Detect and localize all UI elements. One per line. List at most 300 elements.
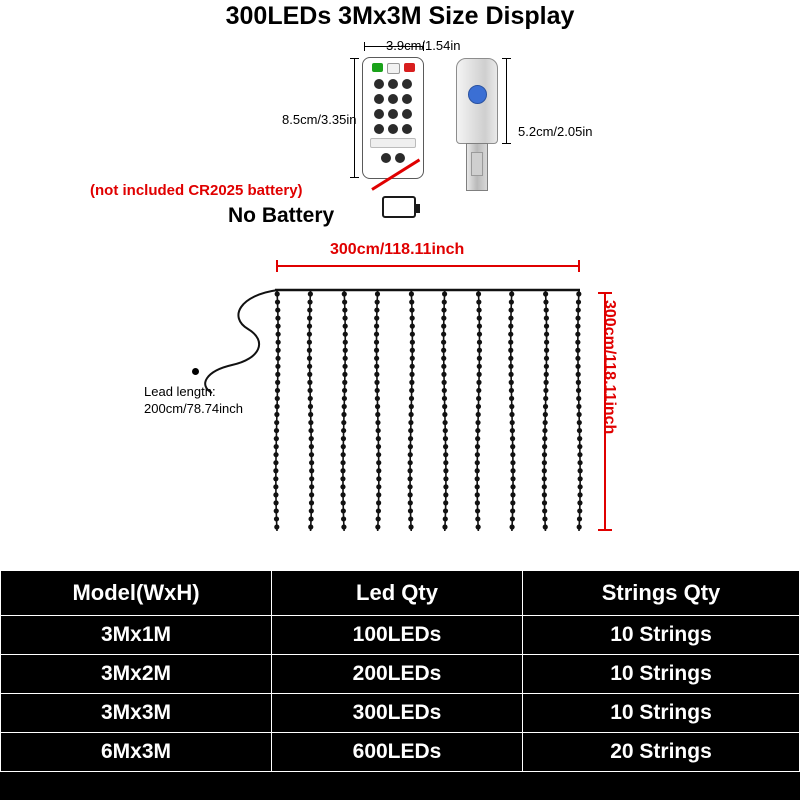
led-bulb (542, 436, 547, 441)
led-bulb (441, 348, 446, 353)
led-bulb (510, 492, 515, 497)
remote-button-5 (388, 94, 398, 104)
remote-height-dim-tick-top (350, 58, 359, 59)
led-bulb (340, 476, 345, 481)
led-bulb (309, 484, 314, 489)
led-bulb (510, 516, 515, 521)
led-bulb (443, 492, 448, 497)
remote-button-row-3 (363, 94, 423, 104)
curtain-width-label: 300cm/118.11inch (330, 241, 465, 258)
controller-height-dim-line (506, 58, 507, 144)
led-bulb (275, 372, 280, 377)
led-bulb (376, 468, 381, 473)
led-bulb (544, 348, 549, 353)
led-bulb (273, 500, 278, 505)
led-bulb (510, 436, 515, 441)
remote-button-12 (402, 124, 412, 134)
led-strings (273, 290, 583, 531)
led-bulb (542, 508, 547, 513)
led-bulb (475, 460, 480, 465)
led-bulb (408, 420, 413, 425)
remote-button-9 (402, 109, 412, 119)
led-bulb (508, 332, 513, 337)
led-bulb (442, 412, 447, 417)
led-bulb (575, 324, 580, 329)
led-bulb (443, 428, 448, 433)
led-bulb (543, 380, 548, 385)
led-bulb (275, 316, 280, 321)
led-bulb (341, 508, 346, 513)
table-cell: 3Mx3M (1, 694, 272, 733)
led-bulb (543, 412, 548, 417)
led-bulb (576, 307, 581, 312)
led-bulb (274, 516, 279, 521)
led-bulb (275, 380, 280, 385)
curtain-height-label: 300cm/118.11inch (601, 300, 618, 435)
led-bulb (375, 404, 380, 409)
led-bulb (408, 444, 413, 449)
table-cell: 10 Strings (523, 616, 800, 655)
led-bulb (376, 500, 381, 505)
led-bulb (441, 307, 446, 312)
led-bulb (542, 460, 547, 465)
led-bulb (343, 332, 348, 337)
remote-button-3 (402, 79, 412, 89)
led-bulb (443, 508, 448, 513)
led-bulb (475, 420, 480, 425)
led-bulb (575, 316, 580, 321)
led-bulb (375, 524, 380, 529)
led-bulb (441, 356, 446, 361)
led-bulb (543, 291, 548, 296)
table-cell: 10 Strings (523, 694, 800, 733)
led-bulb (275, 356, 280, 361)
led-bulb (409, 396, 414, 401)
led-bulb (576, 404, 581, 409)
led-bulb (509, 412, 514, 417)
led-bulb (544, 332, 549, 337)
led-bulb (307, 316, 312, 321)
remote-button-row-1 (363, 63, 423, 74)
led-bulb (509, 307, 514, 312)
table-row (1, 733, 800, 772)
led-bulb (442, 524, 447, 529)
led-bulb (575, 340, 580, 345)
led-bulb (577, 516, 582, 521)
led-bulb (308, 412, 313, 417)
led-bulb (408, 428, 413, 433)
led-bulb (542, 500, 547, 505)
led-bulb (576, 299, 581, 304)
led-bulb (309, 452, 314, 457)
led-bulb (343, 324, 348, 329)
led-bulb (576, 396, 581, 401)
led-bulb (308, 396, 313, 401)
led-bulb (309, 460, 314, 465)
led-bulb (273, 452, 278, 457)
led-bulb (307, 332, 312, 337)
led-bulb (475, 428, 480, 433)
led-bulb (577, 508, 582, 513)
led-bulb (475, 492, 480, 497)
led-bulb (476, 404, 481, 409)
led-bulb (475, 468, 480, 473)
controller-height-label: 5.2cm/2.05in (518, 124, 593, 139)
led-bulb (307, 372, 312, 377)
led-bulb (275, 388, 280, 393)
led-bulb (476, 396, 481, 401)
led-bulb (408, 460, 413, 465)
led-bulb (342, 299, 347, 304)
led-bulb (341, 412, 346, 417)
led-bulb (276, 340, 281, 345)
table-body (1, 616, 800, 772)
led-bulb (374, 340, 379, 345)
led-bulb (544, 340, 549, 345)
led-bulb (508, 340, 513, 345)
led-bulb (443, 476, 448, 481)
led-bulb (374, 380, 379, 385)
led-bulb (409, 412, 414, 417)
led-bulb (308, 524, 313, 529)
led-bulb (442, 396, 447, 401)
led-bulb (510, 476, 515, 481)
remote-button-14 (395, 153, 405, 163)
led-bulb (407, 484, 412, 489)
led-bulb (443, 468, 448, 473)
led-bulb (477, 348, 482, 353)
led-bulb (442, 291, 447, 296)
led-bulb (577, 412, 582, 417)
led-bulb (509, 291, 514, 296)
led-bulb (307, 307, 312, 312)
remote-button-1 (374, 79, 384, 89)
led-bulb (576, 388, 581, 393)
led-bulb (509, 388, 514, 393)
led-bulb (476, 307, 481, 312)
led-bulb (542, 452, 547, 457)
led-bulb (543, 404, 548, 409)
led-bulb (575, 364, 580, 369)
led-bulb (274, 428, 279, 433)
table-row (1, 655, 800, 694)
led-bulb (308, 428, 313, 433)
led-bulb (577, 492, 582, 497)
led-bulb (374, 356, 379, 361)
led-bulb (275, 396, 280, 401)
remote-button-row-4 (363, 109, 423, 119)
led-bulb (543, 396, 548, 401)
led-bulb (376, 476, 381, 481)
remote-button-8 (388, 109, 398, 119)
controller-knob (468, 85, 487, 104)
table-cell: 3Mx1M (1, 616, 272, 655)
led-bulb (475, 500, 480, 505)
led-bulb (274, 524, 279, 529)
table-cell: 6Mx3M (1, 733, 272, 772)
table-cell: 600LEDs (272, 733, 523, 772)
page-title: 300LEDs 3Mx3M Size Display (225, 2, 575, 30)
led-bulb (441, 340, 446, 345)
led-bulb (343, 340, 348, 345)
led-bulb (308, 404, 313, 409)
led-bulb (374, 372, 379, 377)
remote-button-11 (388, 124, 398, 134)
led-bulb (341, 500, 346, 505)
led-bulb (407, 476, 412, 481)
led-bulb (475, 508, 480, 513)
led-bulb (577, 524, 582, 529)
led-bulb (509, 380, 514, 385)
led-bulb (410, 324, 415, 329)
led-bulb (509, 404, 514, 409)
led-bulb (575, 356, 580, 361)
led-bulb (375, 412, 380, 417)
lead-wire (205, 290, 278, 393)
led-bulb (509, 299, 514, 304)
led-bulb (374, 324, 379, 329)
led-bulb (577, 452, 582, 457)
led-bulb (408, 524, 413, 529)
remote-mode-white-button (387, 63, 400, 74)
remote-button-7 (374, 109, 384, 119)
led-bulb (577, 460, 582, 465)
led-bulb (477, 316, 482, 321)
led-bulb (544, 372, 549, 377)
led-bulb (442, 380, 447, 385)
led-bulb (443, 460, 448, 465)
led-bulb (443, 436, 448, 441)
led-bulb (477, 356, 482, 361)
led-bulb (410, 316, 415, 321)
led-bulb (543, 524, 548, 529)
led-bulb (510, 444, 515, 449)
remote-display (370, 138, 416, 148)
led-bulb (410, 348, 415, 353)
led-bulb (274, 412, 279, 417)
led-bulb (542, 444, 547, 449)
led-bulb (443, 500, 448, 505)
led-bulb (510, 452, 515, 457)
led-bulb (577, 420, 582, 425)
led-bulb (376, 452, 381, 457)
table-row (1, 694, 800, 733)
led-bulb (342, 316, 347, 321)
led-bulb (544, 324, 549, 329)
led-bulb (441, 364, 446, 369)
table-cell: 100LEDs (272, 616, 523, 655)
led-bulb (274, 444, 279, 449)
led-bulb (441, 332, 446, 337)
led-bulb (509, 396, 514, 401)
led-bulb (342, 372, 347, 377)
led-bulb (341, 444, 346, 449)
usb-controller-body (456, 58, 498, 144)
controller-height-dim-tick-top (502, 58, 511, 59)
led-bulb (508, 348, 513, 353)
led-bulb (275, 324, 280, 329)
remote-button-row-5 (363, 124, 423, 134)
led-bulb (309, 444, 314, 449)
led-bulb (308, 291, 313, 296)
led-bulb (475, 452, 480, 457)
led-bulb (508, 324, 513, 329)
led-bulb (476, 388, 481, 393)
remote-button-row-2 (363, 79, 423, 89)
led-bulb (307, 388, 312, 393)
led-bulb (441, 324, 446, 329)
led-bulb (409, 388, 414, 393)
led-bulb (544, 307, 549, 312)
led-bulb (544, 356, 549, 361)
table-cell: 20 Strings (523, 733, 800, 772)
led-bulb (575, 332, 580, 337)
led-bulb (375, 299, 380, 304)
led-bulb (410, 364, 415, 369)
led-bulb (342, 404, 347, 409)
remote-power-green-button (372, 63, 383, 72)
led-bulb (307, 380, 312, 385)
led-bulb (376, 516, 381, 521)
led-bulb (442, 420, 447, 425)
table-header-model: Model(WxH) (1, 571, 272, 616)
led-bulb (510, 484, 515, 489)
table-cell: 200LEDs (272, 655, 523, 694)
led-bulb (576, 291, 581, 296)
led-bulb (276, 332, 281, 337)
led-bulb (409, 299, 414, 304)
led-bulb (376, 436, 381, 441)
led-bulb (342, 380, 347, 385)
led-bulb (542, 476, 547, 481)
led-bulb (342, 291, 347, 296)
usb-plug (466, 143, 488, 191)
no-battery-headline: No Battery (228, 204, 335, 227)
led-bulb (309, 476, 314, 481)
led-bulb (374, 307, 379, 312)
led-bulb (376, 428, 381, 433)
led-bulb (308, 420, 313, 425)
led-bulb (510, 420, 515, 425)
led-bulb (376, 460, 381, 465)
led-bulb (510, 460, 515, 465)
led-bulb (340, 492, 345, 497)
led-bulb (309, 436, 314, 441)
led-bulb (408, 436, 413, 441)
led-bulb (307, 299, 312, 304)
led-bulb (578, 484, 583, 489)
table-cell: 10 Strings (523, 655, 800, 694)
remote-height-dim-tick-bottom (350, 177, 359, 178)
led-bulb (374, 364, 379, 369)
led-bulb (409, 372, 414, 377)
spec-table (0, 570, 800, 772)
led-bulb (442, 299, 447, 304)
led-bulb (376, 508, 381, 513)
led-bulb (509, 524, 514, 529)
led-bulb (375, 420, 380, 425)
led-bulb (510, 428, 515, 433)
led-bulb (273, 484, 278, 489)
led-bulb (374, 316, 379, 321)
led-bulb (443, 452, 448, 457)
led-bulb (341, 436, 346, 441)
remote-button-2 (388, 79, 398, 89)
led-bulb (477, 324, 482, 329)
led-bulb (276, 348, 281, 353)
led-bulb (307, 356, 312, 361)
led-bulb (307, 324, 312, 329)
led-bulb (443, 516, 448, 521)
led-bulb (409, 380, 414, 385)
led-bulb (341, 428, 346, 433)
led-bulb (476, 291, 481, 296)
led-bulb (442, 388, 447, 393)
led-bulb (408, 452, 413, 457)
led-bulb (410, 356, 415, 361)
remote-button-10 (374, 124, 384, 134)
led-bulb (309, 468, 314, 473)
led-bulb (273, 492, 278, 497)
led-bulb (441, 316, 446, 321)
led-bulb (578, 476, 583, 481)
led-bulb (577, 500, 582, 505)
table-header-strings-qty: Strings Qty (523, 571, 800, 616)
remote-height-label: 8.5cm/3.35in (282, 112, 357, 127)
led-bulb (542, 492, 547, 497)
spec-table-container (0, 570, 800, 800)
led-bulb (376, 444, 381, 449)
led-bulb (443, 444, 448, 449)
led-bulb (341, 420, 346, 425)
table-header-led-qty: Led Qty (272, 571, 523, 616)
led-bulb (508, 316, 513, 321)
table-cell: 300LEDs (272, 694, 523, 733)
led-bulb (441, 372, 446, 377)
led-bulb (274, 508, 279, 513)
table-row (1, 616, 800, 655)
led-bulb (408, 500, 413, 505)
remote-button-6 (402, 94, 412, 104)
led-bulb (476, 380, 481, 385)
led-bulb (477, 340, 482, 345)
led-bulb (542, 428, 547, 433)
led-bulb (340, 468, 345, 473)
led-bulb (275, 291, 280, 296)
led-bulb (475, 476, 480, 481)
led-bulb (575, 348, 580, 353)
led-bulb (508, 372, 513, 377)
led-bulb (275, 364, 280, 369)
led-bulb (477, 364, 482, 369)
led-bulb (578, 468, 583, 473)
led-bulb (275, 299, 280, 304)
led-bulb (543, 388, 548, 393)
led-bulb (576, 372, 581, 377)
led-bulb (309, 500, 314, 505)
led-bulb (542, 468, 547, 473)
led-bulb (477, 372, 482, 377)
led-bulb (274, 404, 279, 409)
led-bulb (343, 356, 348, 361)
lead-length-label-line1: Lead length: (144, 384, 216, 399)
led-bulb (510, 468, 515, 473)
led-bulb (374, 332, 379, 337)
led-bulb (577, 444, 582, 449)
led-bulb (307, 364, 312, 369)
led-bulb (274, 420, 279, 425)
led-bulb (307, 340, 312, 345)
